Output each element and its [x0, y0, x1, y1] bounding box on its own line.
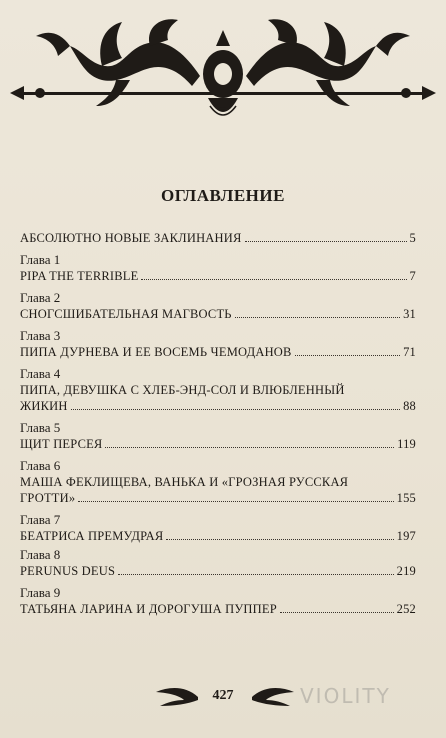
page-reference: 119: [397, 437, 416, 451]
page-reference: 252: [396, 602, 416, 616]
toc-line: [20, 230, 416, 246]
toc-line: [20, 398, 416, 414]
toc-line: [20, 528, 416, 544]
chapter-number: Глава 9: [20, 585, 61, 600]
toc-line: [20, 268, 416, 284]
toc-entry: [20, 290, 416, 322]
chapter-number: Глава 6: [20, 458, 61, 473]
toc-entry: [20, 420, 416, 452]
chapter-number: Глава 5: [20, 420, 61, 435]
toc-line: [20, 490, 416, 506]
toc-line: [20, 306, 416, 322]
page-reference: 88: [403, 399, 416, 413]
chapter-number: Глава 1: [20, 252, 61, 267]
toc-entry: [20, 230, 416, 246]
dot-leader: [245, 241, 407, 242]
dot-leader: [78, 501, 393, 502]
page-number: 427: [212, 688, 234, 703]
toc-entry: [20, 328, 416, 360]
chapter-number: Глава 8: [20, 547, 61, 562]
page-reference: 197: [396, 529, 416, 543]
toc-line: [20, 601, 416, 617]
dot-leader: [166, 539, 393, 540]
toc-line: [20, 344, 416, 360]
page-reference: 219: [396, 564, 416, 578]
chapter-title: ПИПА, ДЕВУШКА С ХЛЕБ-ЭНД-СОЛ И ВЛЮБЛЕННЫЙ: [20, 383, 345, 397]
dragon-ornament-icon: [10, 6, 436, 126]
page-reference: 5: [409, 231, 416, 245]
chapter-title: ТАТЬЯНА ЛАРИНА И ДОРОГУША ПУППЕР: [20, 602, 277, 616]
toc-entry: [20, 366, 416, 414]
dot-leader: [280, 612, 394, 613]
dot-leader: [71, 409, 400, 410]
toc-line: [20, 563, 416, 579]
chapter-title: PERUNUS DEUS: [20, 564, 116, 578]
chapter-title: ПИПА ДУРНЕВА И ЕЕ ВОСЕМЬ ЧЕМОДАНОВ: [20, 345, 292, 359]
dot-leader: [118, 574, 394, 575]
page-reference: 31: [403, 307, 416, 321]
dot-leader: [295, 355, 401, 356]
toc-entry: [20, 547, 416, 579]
watermark: VIOLITY: [300, 684, 391, 708]
chapter-title: МАША ФЕКЛИЩЕВА, ВАНЬКА И «ГРОЗНАЯ РУССКАЯ: [20, 475, 349, 489]
chapter-title: СНОГСШИБАТЕЛЬНАЯ МАГВОСТЬ: [20, 307, 232, 321]
toc-entry: [20, 252, 416, 284]
toc-entry: [20, 585, 416, 617]
chapter-number: Глава 3: [20, 328, 61, 343]
chapter-title: БЕАТРИСА ПРЕМУДРАЯ: [20, 529, 164, 543]
chapter-title: ЖИКИН: [20, 399, 68, 413]
chapter-title: АБСОЛЮТНО НОВЫЕ ЗАКЛИНАНИЯ: [20, 231, 242, 245]
dot-leader: [235, 317, 400, 318]
chapter-title: ГРОТТИ»: [20, 491, 76, 505]
dot-leader: [105, 447, 394, 448]
page-reference: 71: [403, 345, 416, 359]
page-reference: 155: [396, 491, 416, 505]
chapter-number: Глава 4: [20, 366, 61, 381]
dot-leader: [141, 279, 406, 280]
chapter-number: Глава 2: [20, 290, 61, 305]
table-of-contents: [20, 230, 416, 623]
chapter-number: Глава 7: [20, 512, 61, 527]
page-title: ОГЛАВЛЕНИЕ: [161, 186, 285, 205]
toc-entry: [20, 512, 416, 544]
page-reference: 7: [409, 269, 416, 283]
chapter-title: PIPA THE TERRIBLE: [20, 269, 139, 283]
toc-entry: [20, 458, 416, 506]
toc-line: [20, 436, 416, 452]
chapter-title: ЩИТ ПЕРСЕЯ: [20, 437, 103, 451]
